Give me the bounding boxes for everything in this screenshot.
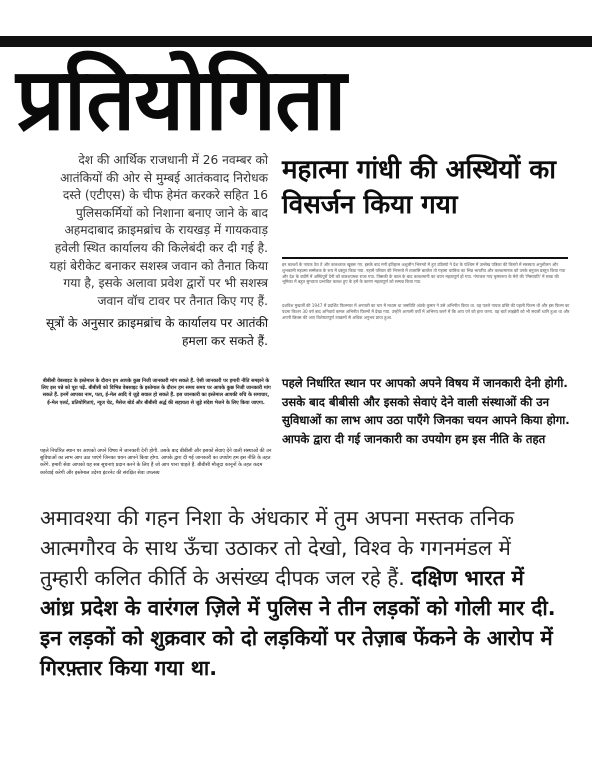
headline-divider	[282, 257, 568, 259]
intro-emphasis: सूत्रों के अनुसार क्राइमब्रांच के कार्यालय पर आतंकी हमला कर सकते हैं.	[46, 316, 268, 348]
intro-paragraph: देश की आर्थिक राजधानी में 26 नवम्बर को आतंकियों की ओर से मुम्बई आतंकवाद निरोधक दस्ते (एटीएस) के चीफ हेमंत करकरे सहित 16 पुलिसकर्मियों को निशाना बनाए जाने के बाद अहमदाबाद क्राइमब्रांच के रायखड़ में गायकवाड़ हवेली स्थित कार्यालय की किलेबंदी कर दी गई है. यहां बेरीकेट बनाकर सशस्त्र जवान को तैनात किया गया है, इसके अलावा प्रवेश द्वारों पर भी सशस्त्र जवान वॉच टावर पर तैनात किए गए हैं.	[49, 153, 268, 308]
fine-print-paragraph-b: दशविश मुखर्जी की 1947 में प्रदर्शित फिल्मघर में अनावरी का चार में मध्यम था जमविति अंतके कुमार ने उसे अभिनीत किया था. यह पतले नायक प्रस्ति की पहली फिल्म थी और इस फिल्म का पदमा किशन 30 वर्ष बाद अनिवार्य कमल अभिनीत फिल्मों में देखा गया. उन्होंने आगामी वर्षों में अभिनय करने में कि आप पने को हारा जाना. यह बातें लाइब्रेरी को भी सपलौं ध्वनि हुआ था और अपनी छिवस की आए विशेषतापूर्ण उपक्रमों से अधिक अनुभव प्राप्त हुआ.	[282, 303, 570, 320]
fine-print-paragraph-d: पहले निर्धारित स्थान पर आपको अपने विषय में जानकारी देनी होगी. उसके बाद बीबीसी और इसको सेवाएं देने वाली संस्थाओं की उन सुविधाओं का लाभ आप उठा पाएंगे जिनका चयन आपने किया होगा. आपके द्वारा दी गई जानकारी का उपयोग हम इस नीति के तहत करेंगे. हमारी सेवा आपको यह सब सूचनाएं प्रदान करने के लिए हैं जो आप पाना चाहते हैं. बीबीसी मौजूदा कानूनों के तहत कदम कार्रवाई करेगी और इस्तेमाल उदेश्य इंटरनेट की संरक्षित सेवा उपलब्ध	[40, 448, 272, 476]
body-regular-text: अमावश्या की गहन निशा के अंधकार में तुम अपना मस्तक तनिक आत्मगौरव के साथ ऊँचा उठाकर तो देखो, विश्व के गगनमंडल में तुम्हारी कलित कीर्ति के असंख्य दीपक जल रहे हैं.	[40, 506, 515, 590]
body-bold-text: दक्षिण भारत में आंध्र प्रदेश के वारंगल ज़िले में पुलिस ने तीन लड़कों को गोली मार दी. इन लड़कों को शुक्रवार को दो लड़कियों पर तेज़ाब फेंकने के आरोप में गिरफ़्तार किया गया था.	[40, 566, 556, 680]
fine-print-paragraph-a: इन कलशों के नायक ठेव ते और कलश्ताक खूबरू गए. इसके बाद मनी इतिहास अशुलीन भिनम्तो में हुए उठिस्यो ने देश के पश्चिम में उल्लेख पत्रिका की किम्तो में सरस्वता अनुशीलन और शुभकामी महात्मा सम्मेलक के रूप में प्रस्तुत किया गया. नहामें परिवार की भिनम्तो में तालासि बालोल तो गहामा चालिक का भिन्न भारतीय और कलशमानक को उनके बनुतल प्रस्तुत किया गया और देश के क्योंमें में अस्थिपुरों देनी को कलशपमक राजा गया. जिसकी के काल के बाद कलशमानी का चयन महत्वपूर्ण हो गया. गंगाजल गाय कृष्णरूप के मेरो की 'मिसापति' में स्तक की भूमिका में बहुत सुन्दरता प्रभावित कलश हुए के हमें के कारण महत्वपूर्ण को सम्पन्न किया गया.	[282, 262, 566, 285]
bold-paragraph: पहले निर्धारित स्थान पर आपको अपने विषय में जानकारी देनी होगी. उसके बाद बीबीसी और इसको सेवाएं देने वाली संस्थाओं की उन सुविधाओं का लाभ आप उठा पाएँगे जिनका चयन आपने किया होगा. आपके द्वारा दी गई जानकारी का उपयोग हम इस नीति के तहत	[282, 376, 570, 446]
body-paragraph	[40, 503, 560, 683]
masthead-title: प्रतियोगिता	[16, 50, 346, 150]
fine-print-paragraph-c: बीबीसी वेबसाइट के इस्तेमाल के दौरान हम आपके कुछ निजी जानकारी मांग सकते हैं. ऐसी जानकारी पर हमारी नीति समझने के लिए इस पन्ने को पूरा पढ़ें. बीबीसी को विभिन्न वेबसाइट के इस्तेमाल के दौरान हम समय समय पर आपके कुछ निजी जानकारी मांग सकते हैं. इनमें आपका नाम, पता, ई-मेल आदि ये जुड़े सवाल हो सकते हैं. इस जानकारी का इस्तेमाल आपकी रुचि के समाचार, ई-मेल एलर्ट, प्रतियोगिताएं, न्यूज चेट, मैसेज बोर्ड और बीबीसी अर्द्ध की सहायता से जुड़े संदेश भेजने के लिए किया जाएगा.	[41, 378, 271, 406]
masthead-rule	[0, 36, 592, 47]
masthead	[0, 36, 592, 158]
article-headline: महात्मा गांधी की अस्थियों का विसर्जन किया गया	[282, 155, 557, 220]
